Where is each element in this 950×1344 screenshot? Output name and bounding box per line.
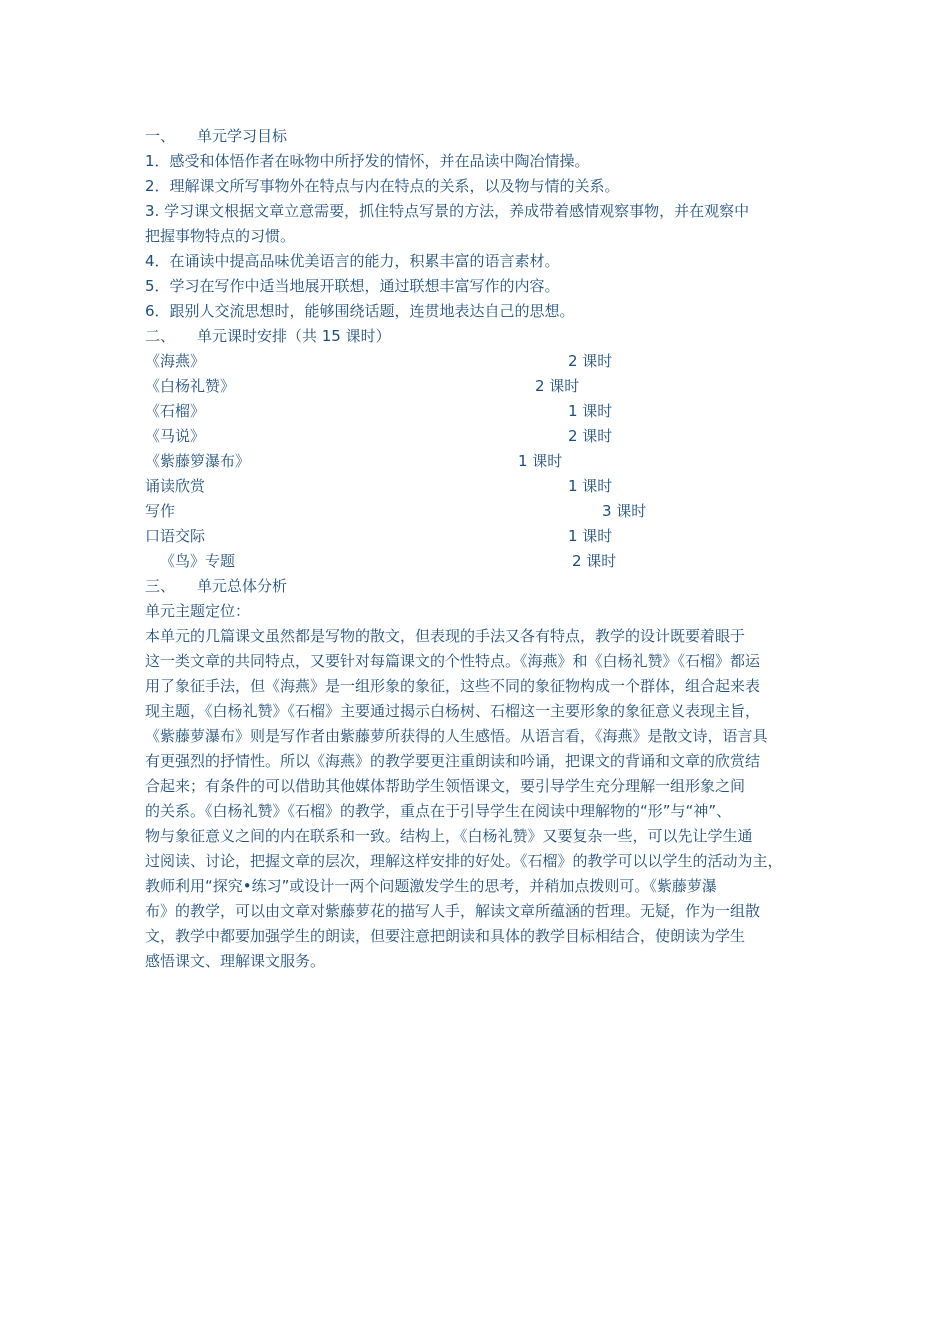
goal-item: 4．在诵读中提高品味优美语言的能力，积累丰富的语言素材。 [145, 252, 560, 270]
paragraph-line: 文，教学中都要加强学生的朗读，但要注意把朗读和具体的教学目标相结合，使朗读为学生 [145, 927, 746, 945]
paragraph-line: 本单元的几篇课文虽然都是写物的散文，但表现的手法又各有特点，教学的设计既要着眼于 [145, 627, 746, 645]
schedule-lesson: 《白杨礼赞》 [145, 377, 236, 395]
schedule-hours: 3 课时 [602, 502, 647, 520]
schedule-row [145, 549, 813, 574]
section-2-heading [145, 324, 813, 349]
schedule-hours: 1 课时 [568, 477, 613, 495]
paragraph-line: 物与象征意义之间的内在联系和一致。结构上，《白杨礼赞》又要复杂一些，可以先让学生通 [145, 827, 753, 845]
paragraph-line: 感悟课文、理解课文服务。 [145, 952, 326, 970]
schedule-hours: 1 课时 [568, 402, 613, 420]
section-3-heading [145, 574, 813, 599]
schedule-lesson: 《紫藤箩瀑布》 [145, 452, 251, 470]
schedule-lesson: 诵读欣赏 [145, 477, 206, 495]
schedule-hours: 1 课时 [568, 527, 613, 545]
section-1-heading [145, 124, 813, 149]
paragraph-line: 《紫藤萝瀑布》则是写作者由紫藤萝所获得的人生感悟。从语言看，《海燕》是散文诗，语言具 [145, 727, 768, 745]
paragraph-line: 教师利用“探究•练习”或设计一两个问题激发学生的思考，并稍加点拨则可。《紫藤萝瀑 [145, 877, 717, 895]
schedule-lesson: 《鸟》专题 [160, 552, 236, 570]
section-1-title: 单元学习目标 [197, 127, 288, 145]
schedule-lesson: 写作 [145, 502, 176, 520]
paragraph-line: 过阅读、讨论，把握文章的层次，理解这样安排的好处。《石榴》的教学可以以学生的活动为主， [145, 852, 783, 870]
schedule-hours: 2 课时 [535, 377, 580, 395]
paragraph-line: 有更强烈的抒情性。所以《海燕》的教学要更注重朗读和吟诵，把课文的背诵和文章的欣赏结 [145, 752, 761, 770]
schedule-lesson: 《石榴》 [145, 402, 206, 420]
schedule-row [145, 349, 813, 374]
goal-item-continuation: 把握事物特点的习惯。 [145, 227, 296, 245]
document-body [145, 124, 813, 974]
paragraph-line: 这一类文章的共同特点，又要针对每篇课文的个性特点。《海燕》和《白杨礼赞》《石榴》都运 [145, 652, 761, 670]
schedule-row [145, 399, 813, 424]
analysis-paragraph [145, 624, 813, 974]
schedule-lesson: 《马说》 [145, 427, 206, 445]
goal-item: 3. 学习课文根据文章立意需要，抓住特点写景的方法，养成带着感情观察事物，并在观察中 [145, 202, 750, 220]
paragraph-line: 布》的教学，可以由文章对紫藤萝花的描写人手，解读文章所蕴涵的哲理。无疑，作为一组散 [145, 902, 761, 920]
paragraph-line: 的关系。《白杨礼赞》《石榴》的教学，重点在于引导学生在阅读中理解物的“形”与“神”、 [145, 802, 732, 820]
schedule-lesson: 口语交际 [145, 527, 206, 545]
schedule-row [145, 424, 813, 449]
schedule-hours: 2 课时 [568, 427, 613, 445]
goal-item: 1．感受和体悟作者在咏物中所抒发的情怀，并在品读中陶冶情操。 [145, 152, 590, 170]
schedule-row [145, 449, 813, 474]
section-2-title: 单元课时安排（共 15 课时） [197, 327, 391, 345]
schedule-hours: 2 课时 [572, 552, 617, 570]
paragraph-line: 现主题，《白杨礼赞》《石榴》主要通过揭示白杨树、石榴这一主要形象的象征意义表现主旨， [145, 702, 761, 720]
schedule-lesson: 《海燕》 [145, 352, 206, 370]
paragraph-line: 用了象征手法，但《海燕》是一组形象的象征，这些不同的象征物构成一个群体，组合起来表 [145, 677, 761, 695]
schedule-row [145, 374, 813, 399]
section-3-subtitle: 单元主题定位： [145, 602, 251, 620]
goal-item: 5．学习在写作中适当地展开联想，通过联想丰富写作的内容。 [145, 277, 560, 295]
goal-item: 6．跟别人交流思想时，能够围绕话题，连贯地表达自己的思想。 [145, 302, 575, 320]
section-2-number: 二、 [145, 327, 176, 345]
section-1-number: 一、 [145, 127, 176, 145]
paragraph-line: 合起来；有条件的可以借助其他媒体帮助学生领悟课文，要引导学生充分理解一组形象之间 [145, 777, 746, 795]
goal-item: 2．理解课文所写事物外在特点与内在特点的关系，以及物与情的关系。 [145, 177, 620, 195]
schedule-row [145, 524, 813, 549]
section-3-number: 三、 [145, 577, 176, 595]
schedule-row [145, 499, 813, 524]
section-3-title: 单元总体分析 [197, 577, 288, 595]
schedule-hours: 1 课时 [518, 452, 563, 470]
schedule-row [145, 474, 813, 499]
schedule-hours: 2 课时 [568, 352, 613, 370]
